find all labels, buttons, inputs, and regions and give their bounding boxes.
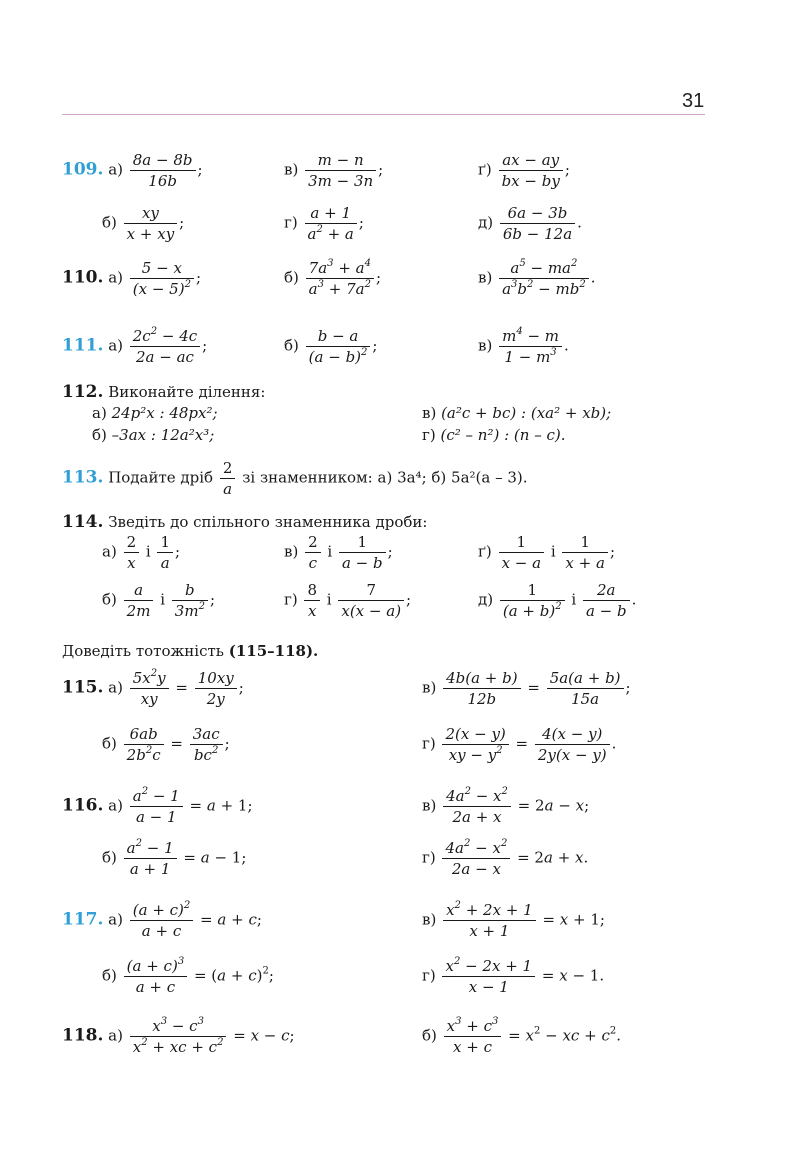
exercise-112-item-g xyxy=(422,426,566,444)
exercise-116-b: б) $\frac{a^2 - 1}{a + 1}$ = a − 1; xyxy=(102,838,247,878)
exercise-112-item-b xyxy=(92,426,214,444)
exercise-109-d: д) $\frac{6a - 3b}{6b - 12a}$ . xyxy=(478,204,582,243)
exercise-110-b: б) $\frac{7a^3 + a^4}{a^3 + 7a^2}$ ; xyxy=(284,258,382,298)
exercise-number: 118. xyxy=(62,1025,104,1046)
exercise-115-a: 115. а) $\frac{5x^2y}{xy}$ = $\frac{10xy}{2y}$ ; xyxy=(62,668,244,708)
exercise-text: зі знаменником: а) 3a⁴; б) 5a²(a – 3). xyxy=(242,468,528,487)
fraction: $\frac{a^5 - ma^2}{a^3b^2 - mb^2}$ xyxy=(499,258,589,299)
exercise-112-item-a xyxy=(92,404,218,422)
item-label: а) xyxy=(108,268,123,287)
exercise-112-title xyxy=(62,382,265,402)
item-label: в) xyxy=(478,268,493,287)
instruction-range: (115–118). xyxy=(228,642,319,660)
exercise-113 xyxy=(62,458,528,499)
page-number: 31 xyxy=(682,90,705,112)
exercise-number: 109. xyxy=(62,159,104,180)
item-label: б) xyxy=(92,426,107,444)
fraction: $\frac{6a - 3b}{6b - 12a}$ xyxy=(500,203,575,244)
item-expression: (a²c + bc) : (xa² + xb); xyxy=(441,404,612,422)
exercise-number: 112. xyxy=(62,382,104,402)
item-label: а) xyxy=(108,336,123,355)
exercise-114-b: б) $\frac{a}{2m}$ і $\frac{b}{3m^2}$ ; xyxy=(102,581,215,620)
fraction: $\frac{b - a}{(a - b)^2}$ xyxy=(306,326,371,367)
fraction: $\frac{2}{a}$ xyxy=(220,458,236,499)
fraction: $\frac{2c^2 - 4c}{2a - ac}$ xyxy=(130,326,200,367)
item-label: а) xyxy=(108,160,123,179)
fraction: $\frac{ax - ay}{bx - by}$ xyxy=(499,150,563,191)
exercise-111-b: б) $\frac{b - a}{(a - b)^2}$ ; xyxy=(284,327,378,366)
exercise-109-row-1: 109. а) $\frac{8a - 8b}{16b}$ ; xyxy=(62,151,203,190)
exercise-115-g: г) $\frac{2(x - y)}{xy - y^2}$ = $\frac{4(x - y)}{2y(x - y)}$ . xyxy=(422,725,617,764)
exercise-114-g: г) $\frac{8}{x}$ і $\frac{7}{x(x - a)}$ ; xyxy=(284,581,412,620)
exercise-text: Подайте дріб xyxy=(108,468,214,487)
exercise-117-b: б) $\frac{(a + c)^3}{a + c}$ = $(a + c)^2$; xyxy=(102,956,274,996)
exercise-116-v: в) $\frac{4a^2 - x^2}{2a + x}$ = 2a − x; xyxy=(422,786,590,826)
exercise-115-v: в) $\frac{4b(a + b)}{12b}$ = $\frac{5a(a + b)}{15a}$ ; xyxy=(422,669,631,708)
item-expression: –3ax : 12a²x³; xyxy=(111,426,215,444)
item-label: б) xyxy=(102,213,117,232)
exercise-number: 117. xyxy=(62,909,104,930)
exercise-117-g: г) $\frac{x^2 - 2x + 1}{x - 1}$ = x − 1. xyxy=(422,956,605,996)
exercise-number: 114. xyxy=(62,512,104,532)
exercise-number: 111. xyxy=(62,335,104,356)
exercise-115-b: б) $\frac{6ab}{2b^2c}$ = $\frac{3ac}{bc^2}$ ; xyxy=(102,725,230,764)
item-label: д) xyxy=(478,213,494,232)
exercise-114-d: д) $\frac{1}{(a + b)^2}$ і $\frac{2a}{a - b}$ . xyxy=(478,581,637,620)
fraction: $\frac{m - n}{3m - 3n}$ xyxy=(305,150,376,191)
prove-instruction xyxy=(62,642,318,660)
exercise-117-a: 117. а) $\frac{(a + c)^2}{a + c}$ = a + c; xyxy=(62,900,262,940)
exercise-117-v: в) $\frac{x^2 + 2x + 1}{x + 1}$ = x + 1; xyxy=(422,900,605,940)
exercise-114-title xyxy=(62,512,427,532)
exercise-110-v: в) $\frac{a^5 - ma^2}{a^3b^2 - mb^2}$ . xyxy=(478,258,596,298)
item-label: ґ) xyxy=(478,160,492,179)
exercise-109-g: г) $\frac{a + 1}{a^2 + a}$ ; xyxy=(284,204,364,243)
exercise-109-b: б) $\frac{xy}{x + xy}$ ; xyxy=(102,204,185,243)
item-label: в) xyxy=(478,336,493,355)
exercise-111-v: в) $\frac{m^4 - m}{1 - m^3}$ . xyxy=(478,326,569,366)
item-expression: (c² – n²) : (n – c). xyxy=(440,426,566,444)
fraction: $\frac{8a - 8b}{16b}$ xyxy=(130,150,196,191)
exercise-number: 113. xyxy=(62,467,104,488)
exercise-text: Виконайте ділення: xyxy=(108,383,266,401)
exercise-118-a: 118. а) $\frac{x^3 - c^3}{x^2 + xc + c^2}$ = x − c; xyxy=(62,1016,295,1056)
exercise-109-gg: ґ) $\frac{ax - ay}{bx - by}$ ; xyxy=(478,151,570,190)
item-label: г) xyxy=(422,426,436,444)
item-expression: 24p²x : 48px²; xyxy=(111,404,218,422)
item-label: г) xyxy=(284,213,298,232)
exercise-text: Зведіть до спільного знаменника дроби: xyxy=(108,513,428,531)
exercise-number: 110. xyxy=(62,267,104,288)
exercise-118-b: б) $\frac{x^3 + c^3}{x + c}$ = $x^2$ − xc + $c^2$. xyxy=(422,1016,621,1056)
fraction: $\frac{5 - x}{(x - 5)^2}$ xyxy=(130,258,194,299)
fraction: $\frac{7a^3 + a^4}{a^3 + 7a^2}$ xyxy=(306,258,374,299)
fraction: $\frac{m^4 - m}{1 - m^3}$ xyxy=(499,326,562,367)
item-label: а) xyxy=(92,404,107,422)
exercise-111-a: 111. а) $\frac{2c^2 - 4c}{2a - ac}$ ; xyxy=(62,326,208,366)
exercise-109-v: в) $\frac{m - n}{3m - 3n}$ ; xyxy=(284,151,384,190)
exercise-116-g: г) $\frac{4a^2 - x^2}{2a - x}$ = 2a + x. xyxy=(422,838,589,878)
fraction: $\frac{a + 1}{a^2 + a}$ xyxy=(305,203,357,244)
exercise-114-gg: ґ) $\frac{1}{x - a}$ і $\frac{1}{x + a}$ ; xyxy=(478,533,615,572)
item-label: в) xyxy=(284,160,299,179)
exercise-114-a: а) $\frac{2}{x}$ і $\frac{1}{a}$ ; xyxy=(102,533,181,572)
exercise-116-a: 116. а) $\frac{a^2 - 1}{a - 1}$ = a + 1; xyxy=(62,786,253,826)
item-label: б) xyxy=(284,268,299,287)
fraction: $\frac{xy}{x + xy}$ xyxy=(124,203,178,244)
instruction-text: Доведіть тотожність xyxy=(62,642,224,660)
exercise-114-v: в) $\frac{2}{c}$ і $\frac{1}{a - b}$ ; xyxy=(284,533,393,572)
item-label: в) xyxy=(422,404,437,422)
exercise-110-a: 110. а) $\frac{5 - x}{(x - 5)^2}$ ; xyxy=(62,259,202,298)
page-content xyxy=(62,0,712,1171)
item-label: б) xyxy=(284,336,299,355)
exercise-112-item-v xyxy=(422,404,611,422)
exercise-number: 115. xyxy=(62,677,104,698)
exercise-number: 116. xyxy=(62,795,104,816)
